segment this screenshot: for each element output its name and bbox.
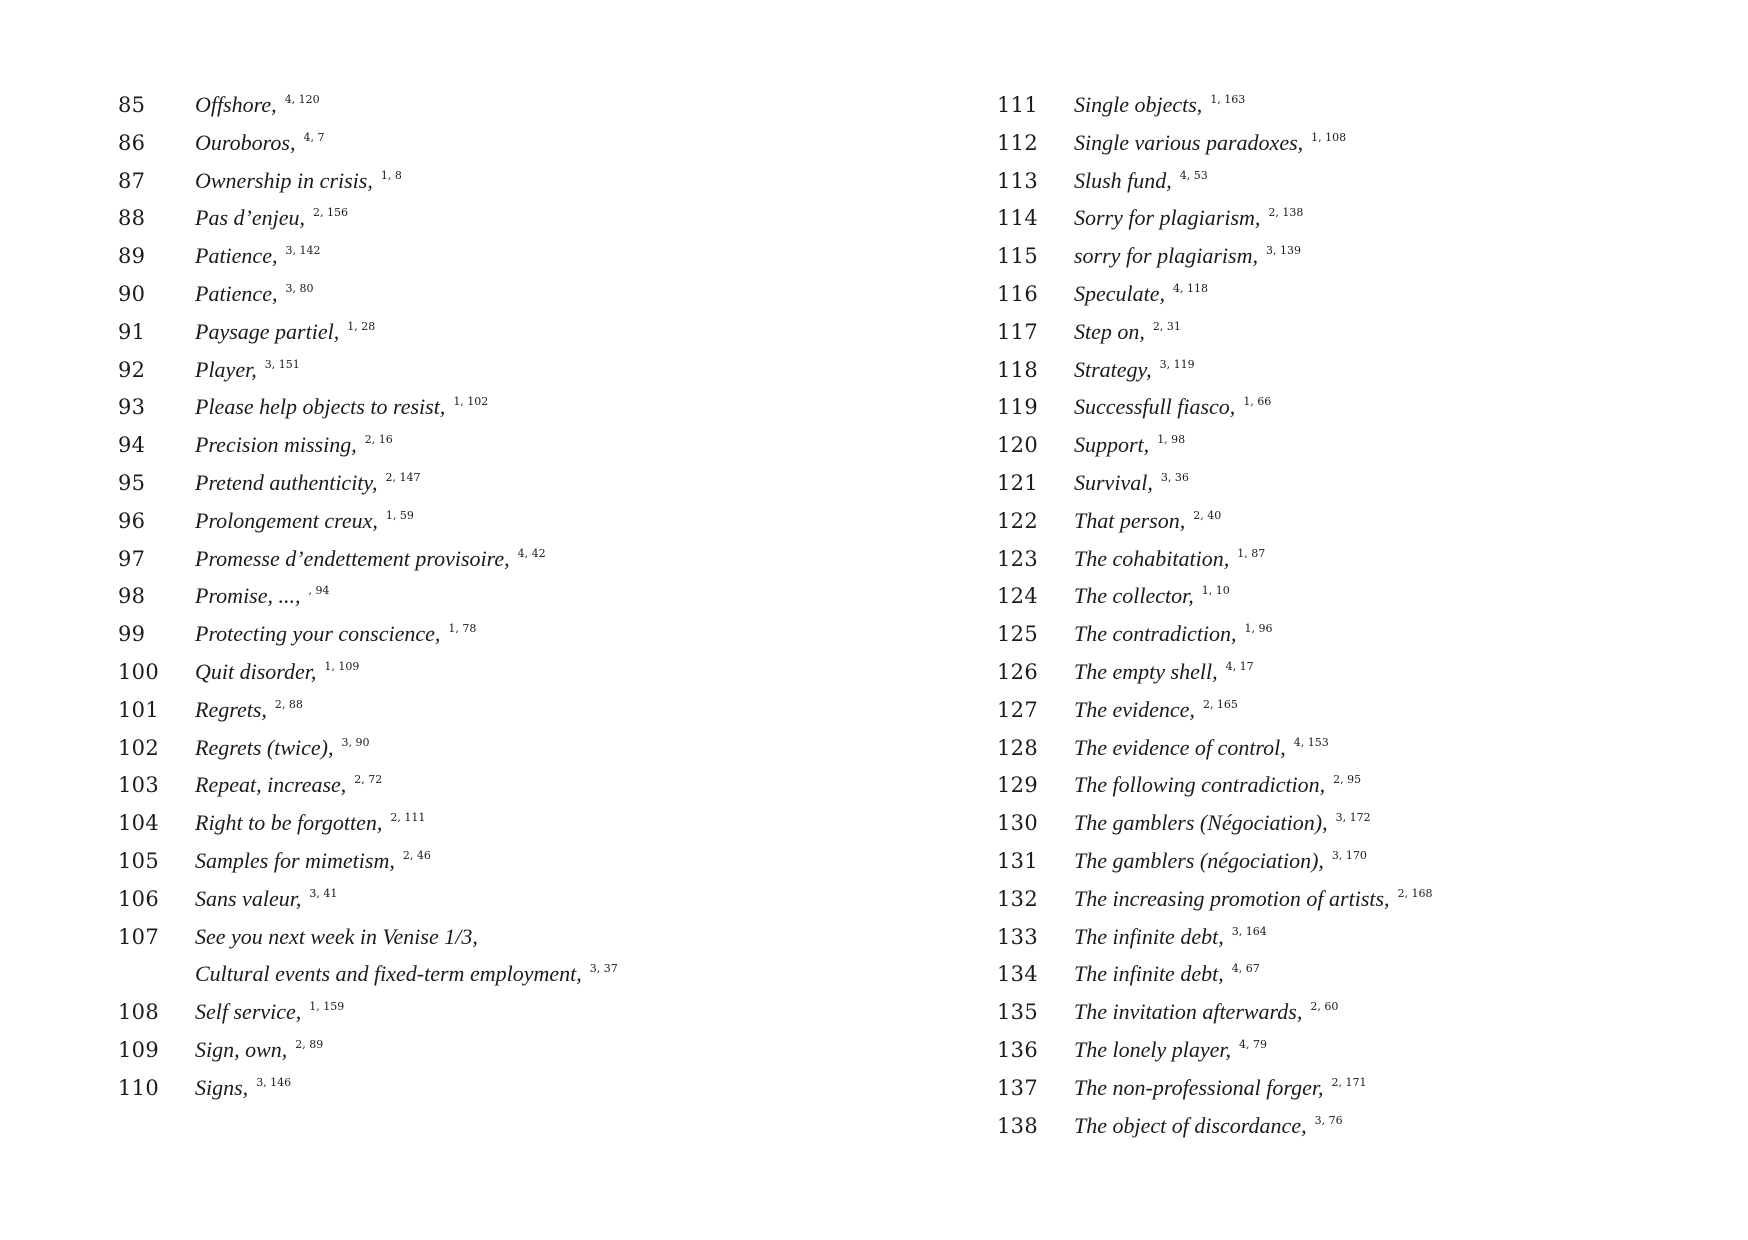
index-entry xyxy=(997,502,1433,540)
entry-title: Survival, xyxy=(1074,469,1153,495)
index-entry xyxy=(997,993,1433,1031)
entry-number: 123 xyxy=(997,546,1038,571)
entry-title: Single objects, xyxy=(1074,92,1203,117)
index-entry xyxy=(997,1069,1433,1107)
entry-reference: 3, 142 xyxy=(285,244,321,258)
entry-reference: 1, 78 xyxy=(448,622,477,636)
index-entry xyxy=(997,162,1433,200)
entry-number: 96 xyxy=(118,508,146,533)
entry-reference: 1, 159 xyxy=(309,1000,345,1014)
entry-title: Promesse d’endettement provisoire, xyxy=(195,545,510,571)
entry-title: The cohabitation, xyxy=(1074,545,1230,571)
entry-title: Pas d’enjeu, xyxy=(195,205,305,231)
entry-number: 122 xyxy=(997,508,1038,533)
entry-reference: 3, 37 xyxy=(589,962,618,976)
entry-title: The increasing promotion of artists, xyxy=(1074,885,1390,911)
index-entry xyxy=(118,162,618,200)
index-entry xyxy=(118,766,618,804)
entry-title: Repeat, increase, xyxy=(195,772,347,798)
entry-number: 136 xyxy=(997,1037,1038,1062)
entry-title: Protecting your conscience, xyxy=(195,621,441,647)
index-entry xyxy=(997,388,1433,426)
entry-title: Precision missing, xyxy=(195,432,357,458)
index-entry xyxy=(997,237,1433,275)
entry-reference: 3, 90 xyxy=(341,735,370,749)
entry-number: 90 xyxy=(118,281,146,306)
entry-title: Promise, ..., xyxy=(195,583,301,609)
index-column-right xyxy=(997,86,1433,1144)
entry-number: 103 xyxy=(118,773,159,798)
entry-number: 121 xyxy=(997,470,1038,495)
entry-title: Single various paradoxes, xyxy=(1074,129,1304,155)
entry-number: 132 xyxy=(997,886,1038,911)
entry-title: The gamblers (Négociation), xyxy=(1074,810,1328,836)
entry-reference: 1, 96 xyxy=(1244,622,1273,636)
entry-number: 85 xyxy=(118,93,146,117)
index-entry xyxy=(118,351,618,389)
index-entry xyxy=(118,86,618,124)
entry-title: Prolongement creux, xyxy=(195,507,378,533)
entry-number: 101 xyxy=(118,697,159,722)
entry-reference: 2, 168 xyxy=(1397,886,1433,900)
entry-title: See you next week in Venise 1/3, xyxy=(195,923,478,949)
entry-title: Please help objects to resist, xyxy=(195,394,446,420)
entry-title: The collector, xyxy=(1074,583,1194,609)
entry-title: The evidence of control, xyxy=(1074,734,1286,760)
index-entry xyxy=(997,577,1433,615)
entry-title: Paysage partiel, xyxy=(195,318,340,344)
entry-reference: 1, 8 xyxy=(380,168,402,182)
entry-number: 118 xyxy=(997,357,1038,382)
entry-title: The lonely player, xyxy=(1074,1036,1232,1062)
entry-reference: 2, 147 xyxy=(385,470,421,484)
entry-reference: 2, 31 xyxy=(1152,319,1181,333)
entry-number: 88 xyxy=(118,206,146,231)
index-entry xyxy=(997,729,1433,767)
index-entry xyxy=(118,577,618,615)
entry-number: 119 xyxy=(997,395,1038,420)
entry-title: Ownership in crisis, xyxy=(195,167,373,193)
entry-reference: 1, 66 xyxy=(1243,395,1272,409)
index-entry xyxy=(997,426,1433,464)
entry-reference: 4, 153 xyxy=(1293,735,1329,749)
entry-reference: 2, 138 xyxy=(1268,206,1304,220)
index-entry xyxy=(118,993,618,1031)
index-entry xyxy=(118,653,618,691)
entry-title: Support, xyxy=(1074,432,1150,458)
entry-title: Player, xyxy=(195,356,257,382)
entry-reference: 2, 72 xyxy=(354,773,383,787)
index-entry xyxy=(118,804,618,842)
entry-number: 124 xyxy=(997,584,1038,609)
entry-reference: 1, 87 xyxy=(1237,546,1266,560)
entry-title: Step on, xyxy=(1074,318,1145,344)
entry-title: Quit disorder, xyxy=(195,658,317,684)
entry-title: The non-professional forger, xyxy=(1074,1074,1324,1100)
entry-number: 134 xyxy=(997,962,1038,987)
index-entry xyxy=(997,275,1433,313)
entry-reference: 3, 151 xyxy=(264,357,300,371)
entry-reference: 3, 80 xyxy=(285,281,314,295)
entry-number: 120 xyxy=(997,433,1038,458)
index-entry xyxy=(997,880,1433,918)
entry-number: 110 xyxy=(118,1075,159,1100)
entry-title: Speculate, xyxy=(1074,280,1166,306)
entry-title: sorry for plagiarism, xyxy=(1074,243,1258,269)
entry-reference: 3, 76 xyxy=(1314,1113,1343,1127)
entry-number: 95 xyxy=(118,470,146,495)
entry-title: Ouroboros, xyxy=(195,129,296,155)
entry-number: 127 xyxy=(997,697,1038,722)
entry-number: 91 xyxy=(118,319,146,344)
entry-number: 106 xyxy=(118,886,159,911)
entry-reference: 1, 102 xyxy=(453,395,489,409)
index-entry xyxy=(118,199,618,237)
entry-number: 115 xyxy=(997,244,1038,269)
entry-number: 104 xyxy=(118,811,159,836)
entry-reference: 3, 119 xyxy=(1159,357,1195,371)
entry-title: Cultural events and fixed-term employment, xyxy=(195,961,582,987)
entry-number: 111 xyxy=(997,93,1038,117)
entry-reference: 1, 108 xyxy=(1311,130,1347,144)
entry-number: 135 xyxy=(997,1000,1038,1025)
index-entry xyxy=(997,124,1433,162)
entry-reference: 2, 95 xyxy=(1333,773,1362,787)
entry-number: 129 xyxy=(997,773,1038,798)
entry-reference: 1, 10 xyxy=(1201,584,1230,598)
entry-title: Signs, xyxy=(195,1074,249,1100)
entry-reference: 3, 170 xyxy=(1331,848,1367,862)
entry-title: The empty shell, xyxy=(1074,658,1218,684)
entry-number: 98 xyxy=(118,584,146,609)
entry-reference: 3, 172 xyxy=(1335,811,1371,825)
entry-reference: 3, 41 xyxy=(309,886,338,900)
entry-title: Sign, own, xyxy=(195,1036,288,1062)
index-entry xyxy=(997,1107,1433,1145)
entry-title: Sorry for plagiarism, xyxy=(1074,205,1261,231)
entry-title: The evidence, xyxy=(1074,696,1195,722)
index-entry xyxy=(118,313,618,351)
entry-reference: 2, 40 xyxy=(1193,508,1222,522)
entry-title: Patience, xyxy=(195,280,278,306)
entry-reference: 2, 165 xyxy=(1202,697,1238,711)
index-entry xyxy=(997,199,1433,237)
index-entry xyxy=(997,313,1433,351)
entry-reference: 2, 156 xyxy=(312,206,348,220)
entry-reference: 2, 89 xyxy=(295,1037,324,1051)
entry-title: The invitation afterwards, xyxy=(1074,999,1303,1025)
index-column-left xyxy=(118,86,618,1107)
entry-number: 105 xyxy=(118,848,159,873)
index-entry xyxy=(997,918,1433,956)
entry-title: That person, xyxy=(1074,507,1186,533)
index-entry xyxy=(118,464,618,502)
entry-title: Successfull fiasco, xyxy=(1074,394,1236,420)
index-entry xyxy=(118,842,618,880)
index-entry xyxy=(118,1031,618,1069)
index-entry xyxy=(118,955,618,993)
entry-reference: 4, 17 xyxy=(1225,659,1254,673)
index-entry xyxy=(118,124,618,162)
entry-number: 87 xyxy=(118,168,146,193)
entry-number: 113 xyxy=(997,168,1038,193)
entry-number: 131 xyxy=(997,848,1038,873)
entry-title: The following contradiction, xyxy=(1074,772,1326,798)
entry-title: Regrets (twice), xyxy=(195,734,334,760)
entry-number: 109 xyxy=(118,1037,159,1062)
entry-number: 108 xyxy=(118,1000,159,1025)
index-entry xyxy=(118,1069,618,1107)
entry-number: 93 xyxy=(118,395,146,420)
index-entry xyxy=(997,804,1433,842)
entry-number: 107 xyxy=(118,924,159,949)
index-entry xyxy=(997,615,1433,653)
entry-reference: 4, 7 xyxy=(303,130,325,144)
entry-title: Right to be forgotten, xyxy=(195,810,383,836)
entry-title: The infinite debt, xyxy=(1074,923,1224,949)
index-entry xyxy=(118,615,618,653)
entry-title: Sans valeur, xyxy=(195,885,302,911)
entry-reference: 3, 36 xyxy=(1160,470,1189,484)
entry-title: Strategy, xyxy=(1074,356,1152,382)
entry-number: 102 xyxy=(118,735,159,760)
entry-reference: 2, 46 xyxy=(402,848,431,862)
index-entry xyxy=(997,691,1433,729)
index-entry xyxy=(118,918,618,956)
entry-number: 137 xyxy=(997,1075,1038,1100)
entry-reference: , 94 xyxy=(308,584,330,598)
entry-number: 130 xyxy=(997,811,1038,836)
entry-reference: 2, 16 xyxy=(364,433,393,447)
entry-title: Pretend authenticity, xyxy=(195,469,378,495)
entry-reference: 4, 53 xyxy=(1179,168,1208,182)
entry-reference: 1, 59 xyxy=(385,508,414,522)
entry-number: 114 xyxy=(997,206,1038,231)
entry-reference: 2, 88 xyxy=(274,697,303,711)
entry-reference: 2, 60 xyxy=(1310,1000,1339,1014)
entry-number: 126 xyxy=(997,659,1038,684)
entry-reference: 4, 79 xyxy=(1239,1037,1268,1051)
entry-title: Regrets, xyxy=(195,696,267,722)
entry-number: 86 xyxy=(118,130,146,155)
entry-reference: 2, 111 xyxy=(390,811,426,825)
entry-number: 117 xyxy=(997,319,1038,344)
entry-title: The gamblers (négociation), xyxy=(1074,847,1324,873)
entry-reference: 1, 109 xyxy=(324,659,360,673)
entry-title: Slush fund, xyxy=(1074,167,1172,193)
entry-number: 116 xyxy=(997,281,1038,306)
entry-number: 112 xyxy=(997,130,1038,155)
entry-reference: 1, 98 xyxy=(1157,433,1186,447)
entry-reference: 3, 146 xyxy=(256,1075,292,1089)
entry-reference: 4, 42 xyxy=(517,546,546,560)
entry-reference: 4, 120 xyxy=(284,93,320,106)
entry-title: The contradiction, xyxy=(1074,621,1237,647)
index-entry xyxy=(997,842,1433,880)
index-entry xyxy=(997,86,1433,124)
index-entry xyxy=(118,237,618,275)
entry-reference: 3, 139 xyxy=(1265,244,1301,258)
entry-title: Patience, xyxy=(195,243,278,269)
entry-number: 97 xyxy=(118,546,146,571)
index-entry xyxy=(997,351,1433,389)
entry-number: 138 xyxy=(997,1113,1038,1138)
index-entry xyxy=(997,1031,1433,1069)
entry-reference: 4, 67 xyxy=(1231,962,1260,976)
entry-reference: 2, 171 xyxy=(1331,1075,1367,1089)
entry-title: Samples for mimetism, xyxy=(195,847,395,873)
entry-number: 89 xyxy=(118,244,146,269)
entry-reference: 4, 118 xyxy=(1173,281,1209,295)
entry-number: 92 xyxy=(118,357,146,382)
entry-title: The infinite debt, xyxy=(1074,961,1224,987)
index-entry xyxy=(118,540,618,578)
entry-title: Self service, xyxy=(195,999,302,1025)
entry-number: 128 xyxy=(997,735,1038,760)
index-entry xyxy=(118,426,618,464)
entry-number: 125 xyxy=(997,622,1038,647)
entry-number: 100 xyxy=(118,659,159,684)
entry-title: Offshore, xyxy=(195,92,277,117)
entry-reference: 1, 163 xyxy=(1210,93,1246,106)
index-entry xyxy=(118,880,618,918)
entry-reference: 1, 28 xyxy=(347,319,376,333)
entry-reference: 3, 164 xyxy=(1231,924,1267,938)
entry-title: The object of discordance, xyxy=(1074,1112,1307,1138)
entry-number: 94 xyxy=(118,433,146,458)
entry-number: 99 xyxy=(118,622,146,647)
entry-number: 133 xyxy=(997,924,1038,949)
index-entry xyxy=(997,955,1433,993)
